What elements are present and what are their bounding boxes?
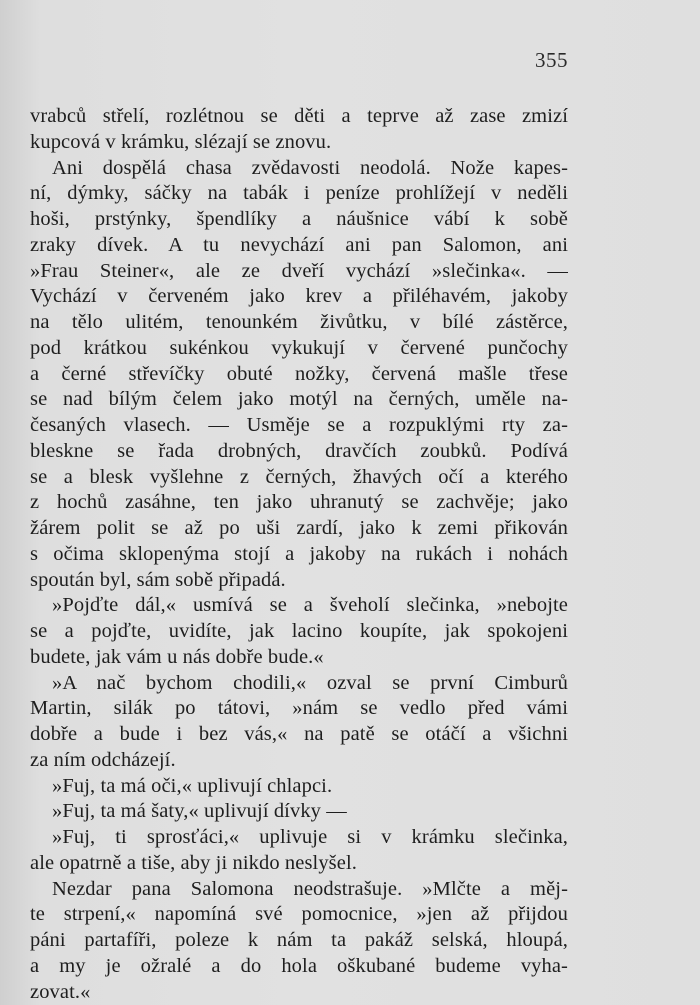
text-line: »Fuj, ta má oči,« uplivují chlapci.: [30, 774, 568, 800]
text-line: budete, jak vám u nás dobře bude.«: [30, 645, 568, 671]
text-line: dobře a bude i bez vás,« na patě se otáčí a všichni: [30, 722, 568, 748]
text-line: Martin, silák po tátovi, »nám se vedlo před vámi: [30, 696, 568, 722]
text-line: Nezdar pana Salomona neodstrašuje. »Mlčte a měj-: [30, 877, 568, 903]
text-line: česaných vlasech. — Usměje se a rozpuklými rty za-: [30, 413, 568, 439]
text-line: zraky dívek. A tu nevychází ani pan Salomon, ani: [30, 233, 568, 259]
text-line: »Frau Steiner«, ale ze dveří vychází »slečinka«. —: [30, 259, 568, 285]
text-line: Vychází v červeném jako krev a přiléhavém, jakoby: [30, 284, 568, 310]
text-line: »Fuj, ta má šaty,« uplivují dívky —: [30, 799, 568, 825]
text-line: zovat.«: [30, 980, 568, 1005]
text-line: te strpení,« napomíná své pomocnice, »jen až přijdou: [30, 902, 568, 928]
text-line: »A nač bychom chodili,« ozval se první Cimburů: [30, 671, 568, 697]
text-line: pod krátkou sukénkou vykukují v červené punčochy: [30, 336, 568, 362]
text-line: se a pojďte, uvidíte, jak lacino koupíte, jak spokojeni: [30, 619, 568, 645]
text-line: ale opatrně a tiše, aby ji nikdo neslyšel.: [30, 851, 568, 877]
text-line: se a blesk vyšlehne z černých, žhavých očí a kterého: [30, 465, 568, 491]
page-number: 355: [480, 48, 568, 73]
text-line: žárem polit se až po uši zardí, jako k zemi přikován: [30, 516, 568, 542]
text-line: vrabců střelí, rozlétnou se děti a teprve až zase zmizí: [30, 104, 568, 130]
text-line: páni partafíři, poleze k nám ta pakáž selská, hloupá,: [30, 928, 568, 954]
text-line: »Pojďte dál,« usmívá se a šveholí slečinka, »nebojte: [30, 593, 568, 619]
text-line: s očima sklopenýma stojí a jakoby na rukách i nohách: [30, 542, 568, 568]
text-line: Ani dospělá chasa zvědavosti neodolá. Nože kapes-: [30, 156, 568, 182]
text-line: a černé střevíčky obuté nožky, červená mašle třese: [30, 362, 568, 388]
text-line: na tělo ulitém, tenounkém živůtku, v bílé zástěrce,: [30, 310, 568, 336]
body-text: [30, 104, 568, 1005]
text-line: hoši, prstýnky, špendlíky a náušnice vábí k sobě: [30, 207, 568, 233]
text-line: kupcová v krámku, slézají se znovu.: [30, 130, 568, 156]
text-line: »Fuj, ti sprosťáci,« uplivuje si v krámku slečinka,: [30, 825, 568, 851]
text-line: bleskne se řada drobných, dravčích zoubků. Podívá: [30, 439, 568, 465]
text-line: ní, dýmky, sáčky na tabák i peníze prohlížejí v neděli: [30, 181, 568, 207]
text-line: spoután byl, sám sobě připadá.: [30, 568, 568, 594]
text-line: a my je ožralé a do hola oškubané budeme vyha-: [30, 954, 568, 980]
text-line: za ním odcházejí.: [30, 748, 568, 774]
text-line: z hochů zasáhne, ten jako uhranutý se zachvěje; jako: [30, 490, 568, 516]
text-line: se nad bílým čelem jako motýl na černých, uměle na-: [30, 387, 568, 413]
